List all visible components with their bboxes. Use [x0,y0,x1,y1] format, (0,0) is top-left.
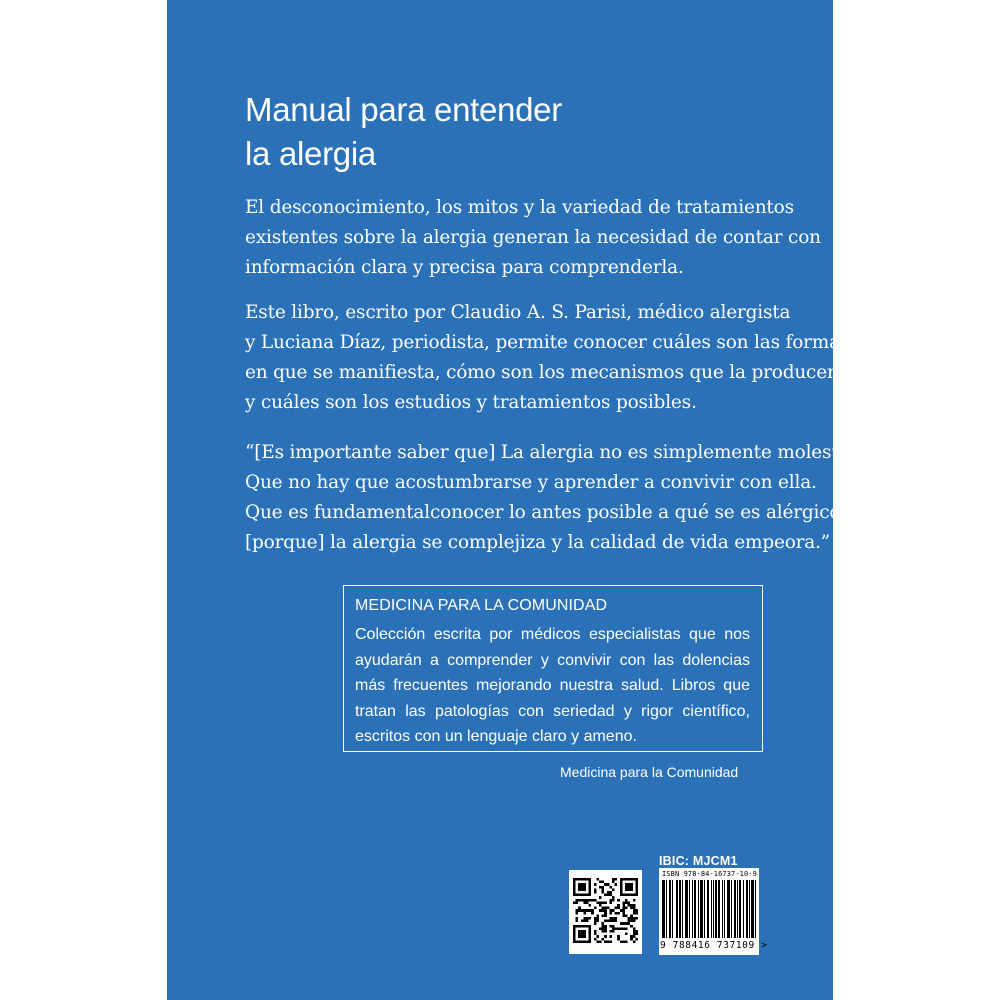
collection-line: tratan las patologías con seriedad y rigor científico, [355,702,750,720]
quote-line: Que no hay que acostumbrarse y aprender a convivir con ella. [245,472,817,493]
book-title-line-1: Manual para entender [245,91,562,128]
quote-line: Que es fundamentalconocer lo antes posible a qué se es alérgico [245,502,841,523]
collection-line: Colección escrita por médicos especialistas que nos [355,626,750,643]
collection-line: escritos con un lenguaje claro y ameno. [355,728,637,745]
barcode-digits: 9 788416 737109 > [660,940,768,951]
authors-line: y Luciana Díaz, periodista, permite conocer cuáles son las formas [245,332,850,353]
barcode-bars [662,880,756,940]
authors-line: Este libro, escrito por Claudio A. S. Parisi, médico alergista [245,302,791,323]
authors-paragraph [245,298,850,418]
collection-footer: Medicina para la Comunidad [560,764,739,780]
back-cover [167,0,856,1000]
intro-line: existentes sobre la alergia generan la necesidad de contar con [245,227,821,248]
book-title [245,88,562,176]
isbn-barcode [659,868,768,955]
book-title-line-2: la alergia [245,135,376,172]
collection-box [343,585,763,752]
quote-paragraph [245,438,856,558]
authors-line: en que se manifiesta, cómo son los mecanismos que la producen [245,362,839,383]
quote-line: [porque] la alergia se complejiza y la calidad de vida empeora.” [245,532,831,553]
collection-heading: MEDICINA PARA LA COMUNIDAD [355,597,608,614]
isbn-text: ISBN 978-84-16737-10-9 [662,870,757,878]
authors-line: y cuáles son los estudios y tratamientos posibles. [245,392,697,413]
ibic-code: IBIC: MJCM1 [659,854,738,868]
intro-line: El desconocimiento, los mitos y la variedad de tratamientos [245,197,794,218]
collection-line: ayudarán a comprender y convivir con las dolencias [355,651,750,669]
intro-line: información clara y precisa para comprenderla. [245,257,684,278]
intro-paragraph [245,193,845,283]
quote-line: “[Es importante saber que] La alergia no es simplemente molesta. [245,442,856,463]
collection-description [355,622,750,750]
collection-line: más frecuentes mejorando nuestra salud. Libros que [355,677,750,694]
qr-code-icon [569,870,642,954]
